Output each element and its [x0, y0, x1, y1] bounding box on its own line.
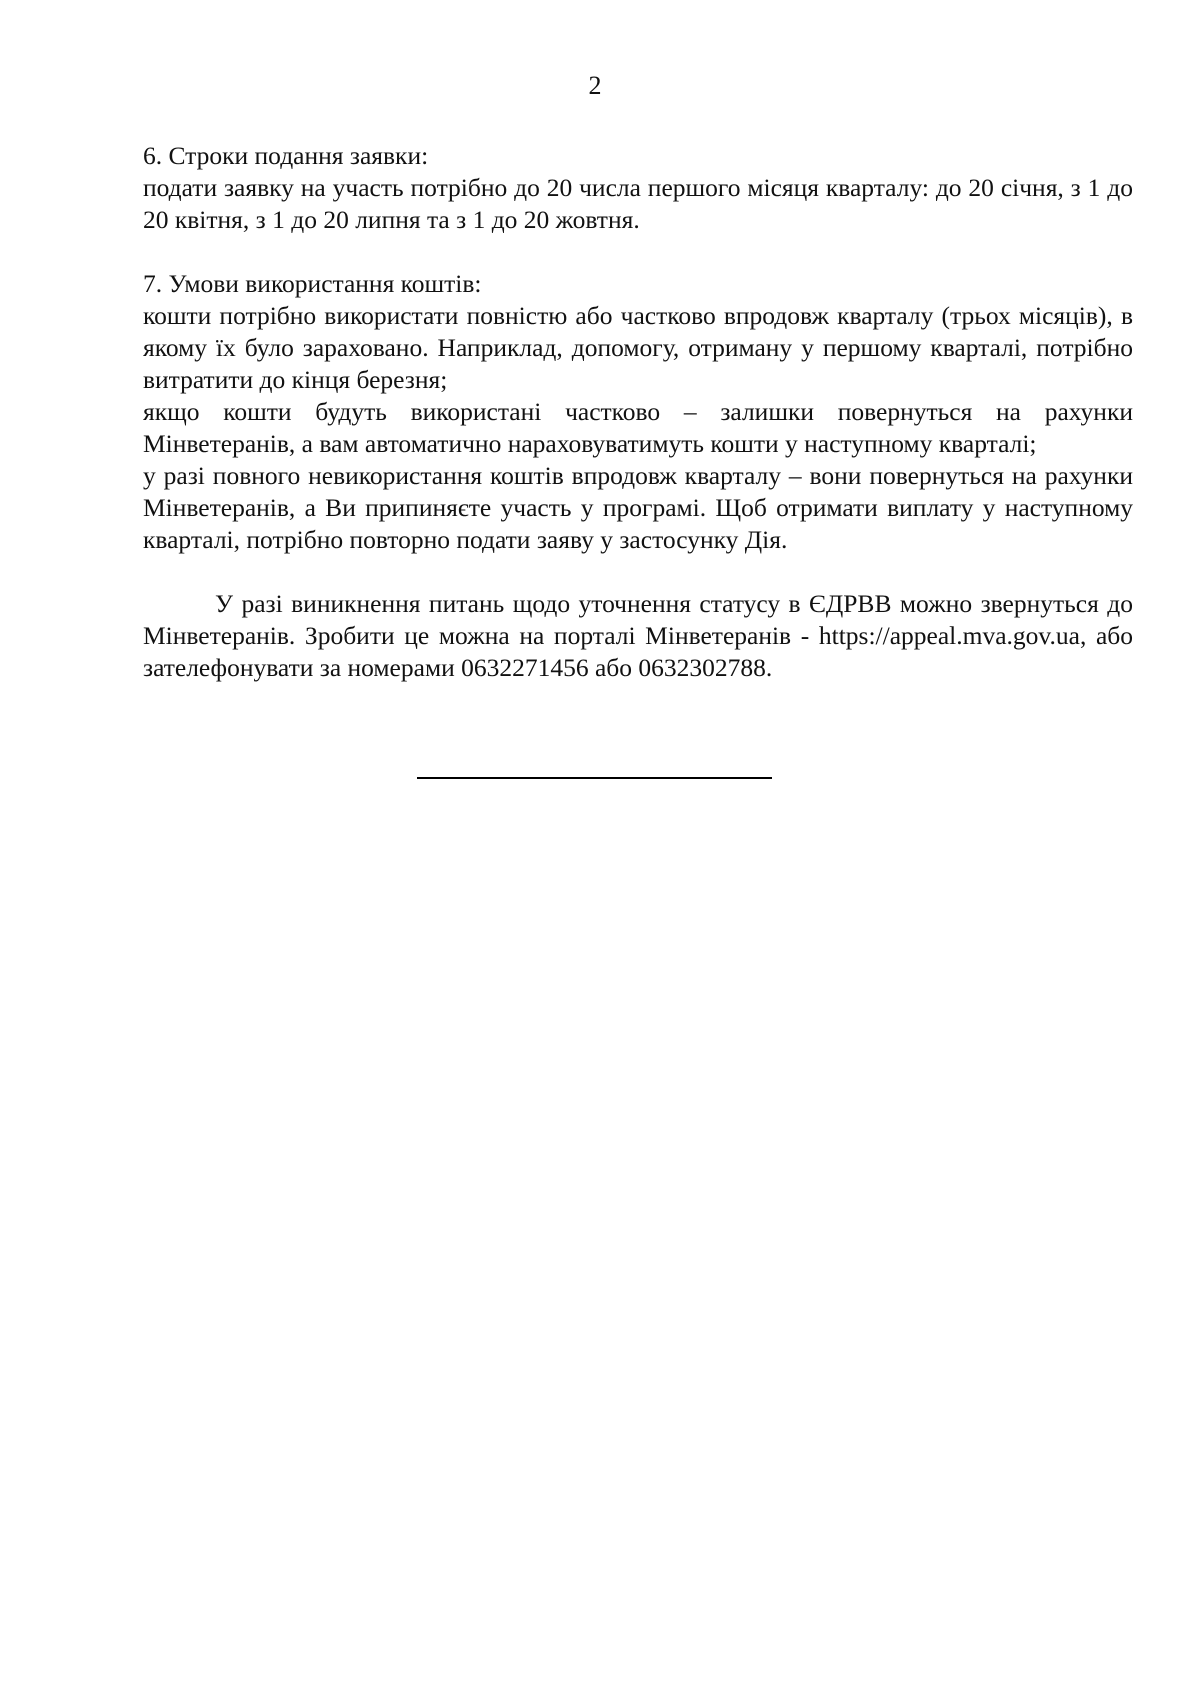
section-application-deadlines: [143, 140, 1133, 236]
section-funds-usage-conditions: [143, 268, 1133, 556]
paragraph: у разі повного невикористання коштів впродовж кварталу – вони повернуться на рахунки Мінветеранів, а Ви припиняєте участь у програмі. Щоб отримати виплату у наступному кварталі, потрібно повторно подати заяву у застосунку Дія.: [143, 461, 1133, 554]
section-contact-info: [143, 588, 1133, 684]
page-number: 2: [588, 71, 602, 100]
document-body: [143, 140, 1133, 716]
contact-paragraph: [143, 588, 1133, 684]
paragraph: кошти потрібно використати повністю або частково впродовж кварталу (трьох місяців), в якому їх було зараховано. Наприклад, допомогу, отриману у першому кварталі, потрібно витратити до кінця березня;: [143, 301, 1133, 394]
paragraph: якщо кошти будуть використані частково – залишки повернуться на рахунки Мінветеранів, а вам автоматично нараховуватимуть кошти у наступному кварталі;: [143, 397, 1133, 458]
section-heading: 6. Строки подання заявки:: [143, 141, 429, 170]
end-separator-line: [417, 777, 772, 779]
contact-text: У разі виникнення питань щодо уточнення статусу в ЄДРВВ можно звернуться до Мінветеранів. Зробити це можна на порталі Мінветеранів -: [143, 589, 1133, 650]
contact-phones-text: , або зателефонувати за номерами 0632271456 або 0632302788.: [143, 621, 1134, 682]
paragraph: подати заявку на участь потрібно до 20 числа першого місяця кварталу: до 20 січня, з 1 до 20 квітня, з 1 до 20 липня та з 1 до 20 жовтня.: [143, 173, 1133, 234]
appeal-portal-link[interactable]: https://appeal.mva.gov.ua: [818, 621, 1080, 650]
section-heading: 7. Умови використання коштів:: [143, 269, 482, 298]
